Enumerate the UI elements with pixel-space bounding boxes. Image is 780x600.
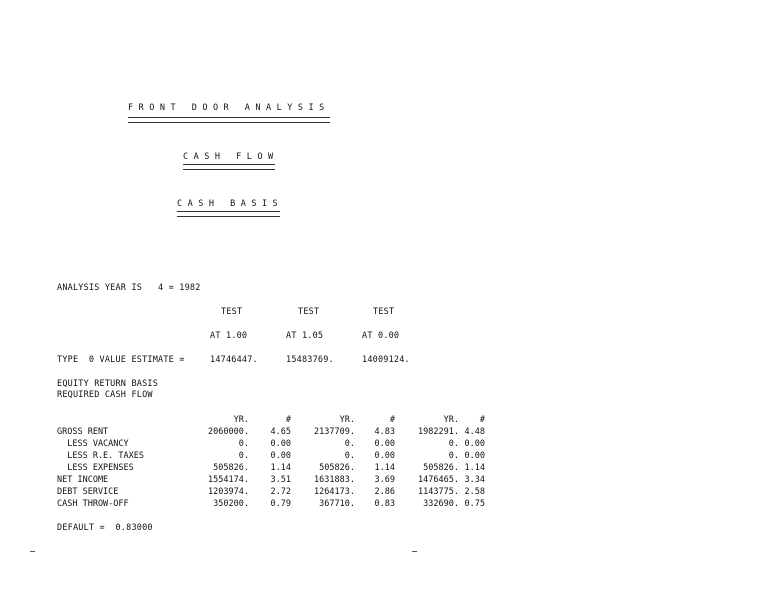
table-cell: 1203974. bbox=[208, 487, 249, 497]
table-row bbox=[57, 462, 485, 474]
table-cell: 332690. bbox=[423, 499, 459, 509]
column-header: # bbox=[285, 415, 291, 425]
value-estimate-label: TYPE 0 VALUE ESTIMATE = bbox=[57, 355, 185, 365]
column-header: # bbox=[479, 415, 485, 425]
table-cell: 0.00 bbox=[464, 439, 485, 449]
column-header: YR. bbox=[443, 415, 459, 425]
table-cell: 505826. bbox=[213, 463, 249, 473]
test-rate-3: AT 0.00 bbox=[362, 331, 400, 341]
table-cell: 367710. bbox=[319, 499, 355, 509]
table-row bbox=[57, 426, 485, 438]
table-cell: 4.65 bbox=[270, 427, 291, 437]
value-estimate-2: 15483769. bbox=[286, 355, 334, 365]
table-cell: 1982291. bbox=[418, 427, 459, 437]
table-cell: 1631883. bbox=[314, 475, 355, 485]
left-margin-mark bbox=[30, 551, 35, 552]
table-cell: 1.14 bbox=[270, 463, 291, 473]
table-cell: 0.00 bbox=[270, 439, 291, 449]
analysis-year: ANALYSIS YEAR IS 4 = 1982 bbox=[57, 283, 201, 293]
table-cell: 3.69 bbox=[374, 475, 395, 485]
table-cell: 3.51 bbox=[270, 475, 291, 485]
test-rate-1: AT 1.00 bbox=[210, 331, 248, 341]
table-cell: 0.79 bbox=[270, 499, 291, 509]
row-label: NET INCOME bbox=[57, 475, 109, 485]
row-label: LESS EXPENSES bbox=[57, 463, 134, 473]
table-row bbox=[57, 438, 485, 450]
table-cell: 0. bbox=[238, 451, 249, 461]
table-cell: 0.00 bbox=[374, 439, 395, 449]
section-title-cash-flow: CASH FLOW bbox=[183, 152, 279, 162]
table-cell: 505826. bbox=[423, 463, 459, 473]
table-cell: 1.14 bbox=[374, 463, 395, 473]
table-cell: 505826. bbox=[319, 463, 355, 473]
table-cell: 0.75 bbox=[464, 499, 485, 509]
section-title-cash-basis: CASH BASIS bbox=[177, 199, 284, 209]
column-header: YR. bbox=[339, 415, 355, 425]
value-estimate-1: 14746447. bbox=[210, 355, 258, 365]
column-header: YR. bbox=[233, 415, 249, 425]
cash-flow-table bbox=[57, 414, 485, 510]
column-header: # bbox=[389, 415, 395, 425]
table-cell: 0.00 bbox=[464, 451, 485, 461]
table-cell: 0. bbox=[448, 439, 459, 449]
row-label: LESS VACANCY bbox=[57, 439, 129, 449]
table-cell: 2137709. bbox=[314, 427, 355, 437]
table-cell: 4.83 bbox=[374, 427, 395, 437]
table-header-row bbox=[57, 414, 485, 426]
basis-line-2: REQUIRED CASH FLOW bbox=[57, 390, 153, 400]
title-underline bbox=[128, 117, 330, 123]
cash-flow-underline bbox=[183, 164, 275, 170]
table-row bbox=[57, 474, 485, 486]
row-label: CASH THROW-OFF bbox=[57, 499, 129, 509]
table-cell: 3.34 bbox=[464, 475, 485, 485]
basis-line-1: EQUITY RETURN BASIS bbox=[57, 379, 159, 389]
row-label: GROSS RENT bbox=[57, 427, 109, 437]
report-title: FRONT DOOR ANALYSIS bbox=[128, 103, 330, 113]
table-cell: 0.00 bbox=[374, 451, 395, 461]
table-cell: 1554174. bbox=[208, 475, 249, 485]
row-label: DEBT SERVICE bbox=[57, 487, 119, 497]
test-heading-2: TEST bbox=[298, 307, 320, 317]
table-cell: 2.58 bbox=[464, 487, 485, 497]
table-row bbox=[57, 486, 485, 498]
test-heading-3: TEST bbox=[373, 307, 395, 317]
table-row bbox=[57, 450, 485, 462]
table-row bbox=[57, 498, 485, 510]
cash-basis-underline bbox=[177, 211, 280, 217]
value-estimate-3: 14009124. bbox=[362, 355, 410, 365]
table-cell: 2060000. bbox=[208, 427, 249, 437]
table-cell: 1476465. bbox=[418, 475, 459, 485]
table-cell: 1264173. bbox=[314, 487, 355, 497]
default-line: DEFAULT = 0.83000 bbox=[57, 523, 153, 533]
table-cell: 0. bbox=[344, 451, 355, 461]
table-cell: 0. bbox=[238, 439, 249, 449]
table-cell: 2.72 bbox=[270, 487, 291, 497]
table-cell: 2.86 bbox=[374, 487, 395, 497]
table-cell: 1.14 bbox=[464, 463, 485, 473]
header-label-cell bbox=[57, 414, 157, 426]
row-label: LESS R.E. TAXES bbox=[57, 451, 144, 461]
table-cell: 0. bbox=[344, 439, 355, 449]
table-cell: 0. bbox=[448, 451, 459, 461]
table-cell: 4.48 bbox=[464, 427, 485, 437]
table-cell: 0.00 bbox=[270, 451, 291, 461]
table-cell: 0.83 bbox=[374, 499, 395, 509]
test-rate-2: AT 1.05 bbox=[286, 331, 324, 341]
test-heading-1: TEST bbox=[221, 307, 243, 317]
table-cell: 350200. bbox=[213, 499, 249, 509]
table-cell: 1143775. bbox=[418, 487, 459, 497]
right-margin-mark bbox=[412, 551, 417, 552]
